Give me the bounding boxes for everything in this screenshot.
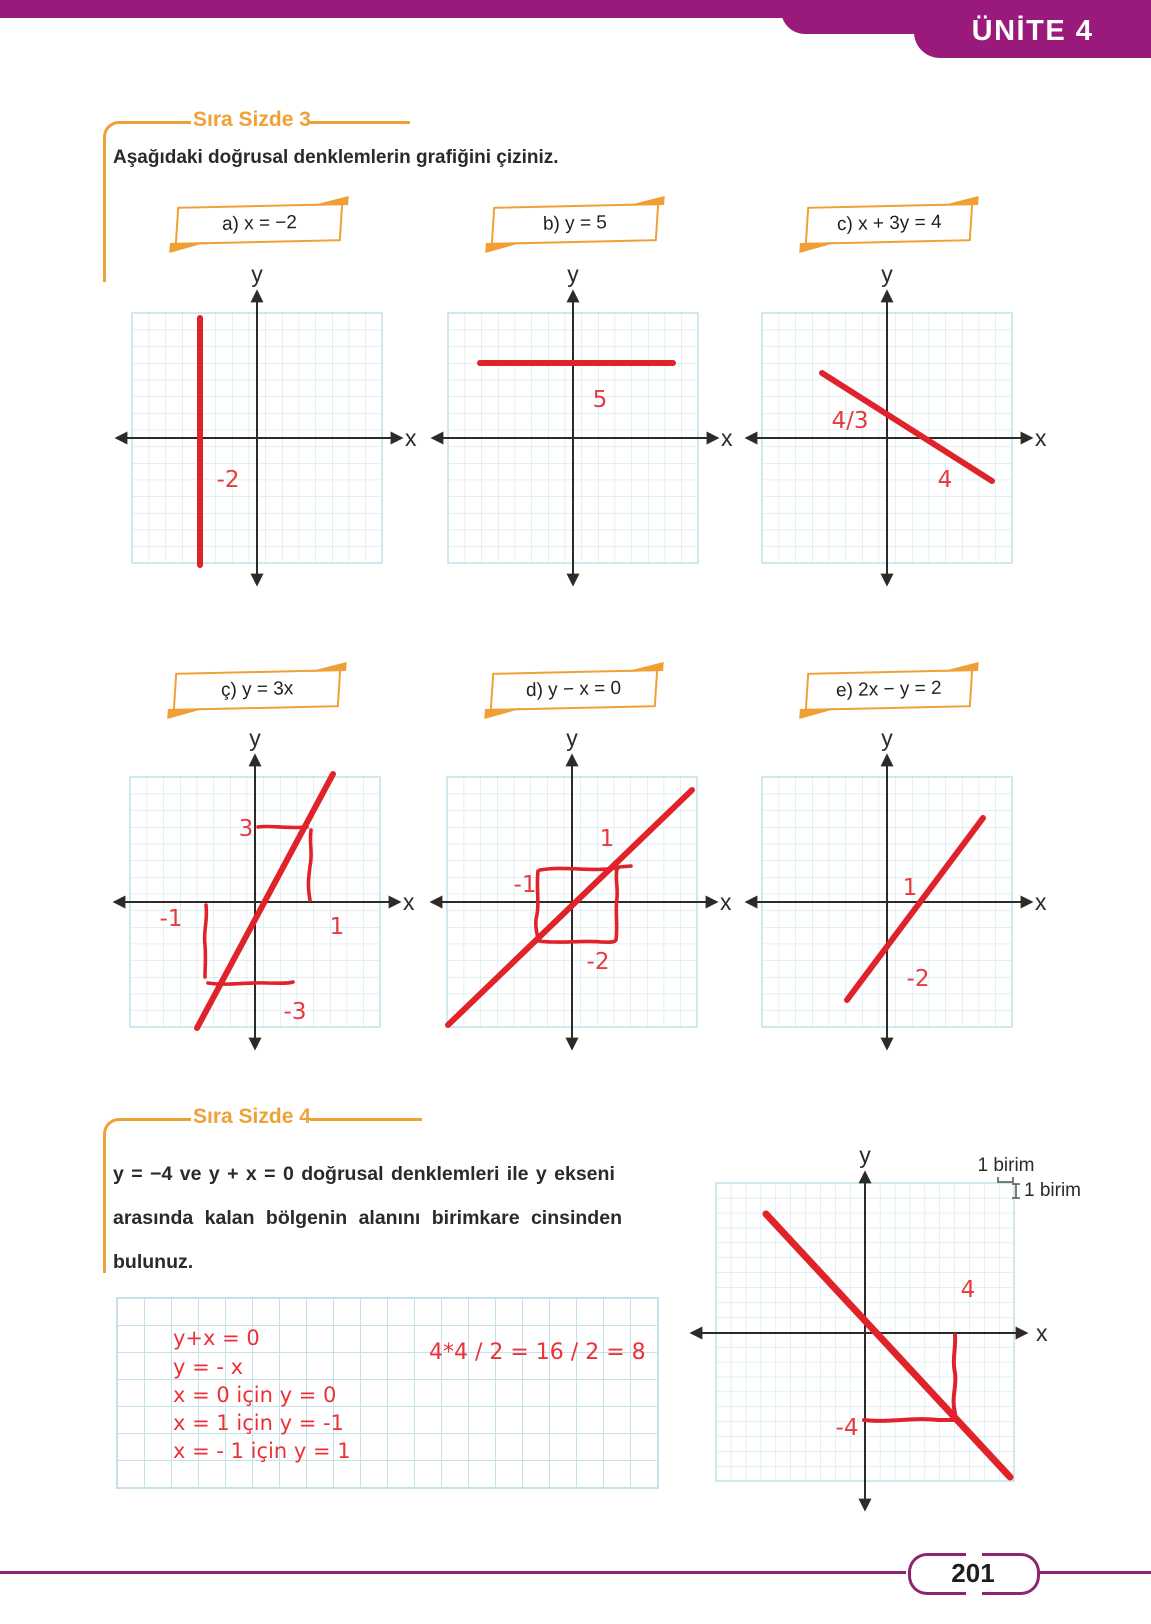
value-label: -2: [216, 467, 240, 493]
section4-bracket-icon: [103, 1118, 191, 1273]
graph-panel-a: [107, 268, 419, 598]
value-label-neg2: -2: [906, 966, 930, 992]
value-label-x-intercept: 4: [937, 467, 953, 493]
problem-line-3: bulunuz.: [113, 1251, 194, 1273]
equation-label-e: e) 2x − y = 2: [835, 677, 943, 702]
unit-right-label: 1 birim: [1024, 1180, 1082, 1201]
helper-line-y-3: [208, 982, 293, 984]
equation-label-d: d) y − x = 0: [526, 677, 622, 702]
unit-title: ÜNİTE 4: [971, 14, 1094, 47]
equation-label-a: a) x = −2: [221, 212, 297, 235]
helper-square-top: [540, 868, 618, 870]
equation-box-e: [805, 669, 973, 711]
helper-line-x4: [954, 1335, 956, 1419]
section3-title-rule: [310, 121, 410, 124]
work-step: x = - 1 için y = 1: [173, 1439, 351, 1463]
graph-panel-c: [737, 268, 1049, 598]
helper-line-y3: [258, 826, 307, 827]
page-number: 201: [951, 1558, 995, 1588]
value-label-1: 1: [599, 826, 615, 852]
section3-title: Sıra Sizde 3: [193, 108, 311, 131]
work-step: x = 1 için y = -1: [173, 1411, 344, 1435]
graph-panel-answer: [676, 1143, 1086, 1523]
helper-line-x-1: [205, 905, 207, 977]
equation-label-b: b) y = 5: [542, 212, 608, 235]
equation-box-a: [175, 203, 343, 245]
x-axis-label: x: [1035, 425, 1047, 451]
x-axis-label: x: [721, 425, 733, 451]
unit-tab: [914, 0, 1151, 58]
value-label-neg1: -1: [513, 872, 537, 898]
value-label-neg2: -2: [586, 949, 610, 975]
work-step: x = 0 için y = 0: [173, 1383, 337, 1407]
y-axis-label: y: [567, 268, 579, 287]
value-label-y-intercept: 4/3: [831, 408, 869, 434]
equation-label-ç: ç) y = 3x: [220, 678, 294, 701]
section4-title: Sıra Sizde 4: [193, 1105, 311, 1128]
graph-panel-d: [422, 732, 734, 1062]
y-axis-label: y: [249, 732, 261, 751]
section4-title-rule: [310, 1118, 422, 1121]
x-axis-label: x: [405, 425, 417, 451]
value-label-x: 4: [960, 1277, 976, 1303]
equation-box-ç: [173, 669, 341, 711]
graph-panel-ç: [105, 732, 417, 1062]
x-axis-label: x: [1036, 1320, 1048, 1346]
problem-line-2: arasında kalan bölgenin alanını birimkare cinsinden: [113, 1207, 622, 1229]
y-axis-label: y: [566, 732, 578, 751]
work-step: y = - x: [173, 1355, 244, 1379]
section3-instruction: Aşağıdaki doğrusal denklemlerin grafiğini çiziniz.: [113, 147, 559, 168]
equation-label-c: c) x + 3y = 4: [836, 211, 942, 236]
unit-width-bracket-icon: [998, 1177, 1013, 1182]
graph-panel-b: [423, 268, 735, 598]
y-axis-label: y: [881, 732, 893, 751]
value-label-1: 1: [902, 875, 918, 901]
helper-line-y-4: [864, 1419, 954, 1421]
worked-solution-grid: [116, 1297, 659, 1489]
value-label-y: -4: [835, 1415, 859, 1441]
work-calculation: 4*4 / 2 = 16 / 2 = 8: [429, 1340, 646, 1365]
graph-panel-e: [737, 732, 1049, 1062]
value-label: 5: [592, 387, 608, 413]
work-step: y+x = 0: [173, 1326, 260, 1350]
helper-tick: [619, 866, 631, 867]
equation-box-d: [490, 669, 658, 711]
section3-bracket-icon: [103, 121, 191, 282]
value-label-neg3: -3: [283, 999, 307, 1025]
x-axis-label: x: [1035, 889, 1047, 915]
x-axis-label: x: [403, 889, 415, 915]
unit-top-label: 1 birim: [977, 1155, 1035, 1176]
value-label-neg1: -1: [159, 906, 183, 932]
y-axis-label: y: [859, 1143, 871, 1168]
equation-box-c: [805, 203, 973, 245]
problem-line-1: y = −4 ve y + x = 0 doğrusal denklemleri ile y ekseni: [113, 1163, 615, 1185]
x-axis-label: x: [720, 889, 732, 915]
equation-box-b: [491, 203, 659, 245]
value-label-1: 1: [329, 914, 345, 940]
y-axis-label: y: [881, 268, 893, 287]
value-label-3: 3: [238, 816, 254, 842]
y-axis-label: y: [251, 268, 263, 287]
